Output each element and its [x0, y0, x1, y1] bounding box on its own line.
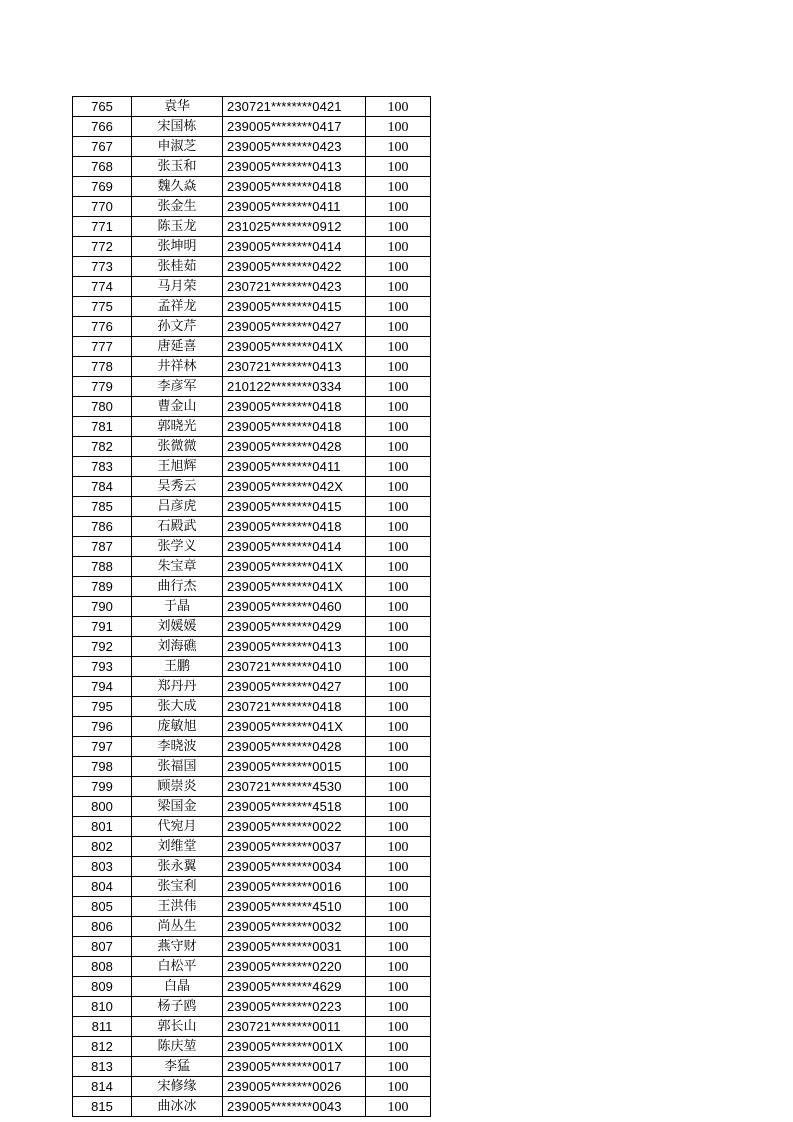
amount-cell: 100	[366, 857, 431, 877]
amount-cell: 100	[366, 417, 431, 437]
name-cell: 尚丛生	[132, 917, 223, 937]
table-row	[73, 317, 431, 337]
id-number-cell: 239005********0427	[223, 317, 366, 337]
row-number-cell: 800	[73, 797, 132, 817]
table-row	[73, 517, 431, 537]
table-row	[73, 997, 431, 1017]
table-row	[73, 797, 431, 817]
name-cell: 郑丹丹	[132, 677, 223, 697]
name-cell: 白松平	[132, 957, 223, 977]
amount-cell: 100	[366, 537, 431, 557]
name-cell: 张桂茹	[132, 257, 223, 277]
table-row	[73, 157, 431, 177]
id-number-cell: 239005********041X	[223, 557, 366, 577]
name-cell: 白晶	[132, 977, 223, 997]
name-cell: 魏久焱	[132, 177, 223, 197]
row-number-cell: 775	[73, 297, 132, 317]
table-row	[73, 697, 431, 717]
table-row	[73, 1037, 431, 1057]
row-number-cell: 788	[73, 557, 132, 577]
table-row	[73, 737, 431, 757]
amount-cell: 100	[366, 717, 431, 737]
id-number-cell: 239005********0423	[223, 137, 366, 157]
amount-cell: 100	[366, 937, 431, 957]
amount-cell: 100	[366, 617, 431, 637]
row-number-cell: 780	[73, 397, 132, 417]
table-row	[73, 297, 431, 317]
table-row	[73, 137, 431, 157]
id-number-cell: 239005********0026	[223, 1077, 366, 1097]
amount-cell: 100	[366, 497, 431, 517]
id-number-cell: 239005********042X	[223, 477, 366, 497]
row-number-cell: 777	[73, 337, 132, 357]
name-cell: 张大成	[132, 697, 223, 717]
table-row	[73, 617, 431, 637]
amount-cell: 100	[366, 97, 431, 117]
id-number-cell: 239005********0034	[223, 857, 366, 877]
id-number-cell: 239005********0415	[223, 497, 366, 517]
amount-cell: 100	[366, 197, 431, 217]
table-row	[73, 937, 431, 957]
row-number-cell: 787	[73, 537, 132, 557]
id-number-cell: 231025********0912	[223, 217, 366, 237]
name-cell: 张坤明	[132, 237, 223, 257]
table-row	[73, 757, 431, 777]
id-number-cell: 239005********0414	[223, 537, 366, 557]
id-number-cell: 239005********0022	[223, 817, 366, 837]
amount-cell: 100	[366, 797, 431, 817]
row-number-cell: 773	[73, 257, 132, 277]
id-number-cell: 230721********0410	[223, 657, 366, 677]
amount-cell: 100	[366, 597, 431, 617]
amount-cell: 100	[366, 757, 431, 777]
name-cell: 李晓波	[132, 737, 223, 757]
amount-cell: 100	[366, 677, 431, 697]
row-number-cell: 814	[73, 1077, 132, 1097]
row-number-cell: 808	[73, 957, 132, 977]
name-cell: 刘维堂	[132, 837, 223, 857]
amount-cell: 100	[366, 897, 431, 917]
name-cell: 郭晓光	[132, 417, 223, 437]
amount-cell: 100	[366, 177, 431, 197]
id-number-cell: 239005********0016	[223, 877, 366, 897]
table-row	[73, 1017, 431, 1037]
name-cell: 曲行杰	[132, 577, 223, 597]
table-row	[73, 657, 431, 677]
row-number-cell: 786	[73, 517, 132, 537]
id-number-cell: 239005********0413	[223, 637, 366, 657]
name-cell: 曲冰冰	[132, 1097, 223, 1117]
row-number-cell: 801	[73, 817, 132, 837]
name-cell: 石殿武	[132, 517, 223, 537]
row-number-cell: 802	[73, 837, 132, 857]
id-number-cell: 230721********0421	[223, 97, 366, 117]
id-number-cell: 239005********0418	[223, 397, 366, 417]
table-row	[73, 277, 431, 297]
row-number-cell: 807	[73, 937, 132, 957]
id-number-cell: 239005********041X	[223, 337, 366, 357]
id-number-cell: 239005********0422	[223, 257, 366, 277]
row-number-cell: 804	[73, 877, 132, 897]
amount-cell: 100	[366, 1037, 431, 1057]
id-number-cell: 239005********0429	[223, 617, 366, 637]
table-row	[73, 897, 431, 917]
name-cell: 杨子鸥	[132, 997, 223, 1017]
amount-cell: 100	[366, 877, 431, 897]
amount-cell: 100	[366, 437, 431, 457]
name-cell: 曹金山	[132, 397, 223, 417]
name-cell: 张微微	[132, 437, 223, 457]
amount-cell: 100	[366, 477, 431, 497]
name-cell: 孙文芹	[132, 317, 223, 337]
row-number-cell: 770	[73, 197, 132, 217]
row-number-cell: 815	[73, 1097, 132, 1117]
row-number-cell: 791	[73, 617, 132, 637]
row-number-cell: 771	[73, 217, 132, 237]
id-number-cell: 239005********0411	[223, 197, 366, 217]
name-cell: 宋修缘	[132, 1077, 223, 1097]
id-number-cell: 239005********0037	[223, 837, 366, 857]
row-number-cell: 798	[73, 757, 132, 777]
table-row	[73, 397, 431, 417]
amount-cell: 100	[366, 157, 431, 177]
row-number-cell: 810	[73, 997, 132, 1017]
id-number-cell: 239005********4518	[223, 797, 366, 817]
row-number-cell: 805	[73, 897, 132, 917]
amount-cell: 100	[366, 777, 431, 797]
roster-table	[72, 96, 431, 1117]
amount-cell: 100	[366, 957, 431, 977]
id-number-cell: 239005********001X	[223, 1037, 366, 1057]
row-number-cell: 811	[73, 1017, 132, 1037]
name-cell: 刘海礁	[132, 637, 223, 657]
id-number-cell: 239005********0428	[223, 437, 366, 457]
name-cell: 庞敏旭	[132, 717, 223, 737]
table-row	[73, 777, 431, 797]
row-number-cell: 772	[73, 237, 132, 257]
amount-cell: 100	[366, 557, 431, 577]
table-row	[73, 237, 431, 257]
amount-cell: 100	[366, 657, 431, 677]
table-row	[73, 557, 431, 577]
amount-cell: 100	[366, 357, 431, 377]
name-cell: 燕守财	[132, 937, 223, 957]
row-number-cell: 767	[73, 137, 132, 157]
row-number-cell: 790	[73, 597, 132, 617]
id-number-cell: 230721********0423	[223, 277, 366, 297]
table-row	[73, 117, 431, 137]
name-cell: 张福国	[132, 757, 223, 777]
table-row	[73, 577, 431, 597]
amount-cell: 100	[366, 377, 431, 397]
table-row	[73, 257, 431, 277]
row-number-cell: 784	[73, 477, 132, 497]
row-number-cell: 769	[73, 177, 132, 197]
id-number-cell: 230721********0011	[223, 1017, 366, 1037]
id-number-cell: 239005********4629	[223, 977, 366, 997]
table-row	[73, 377, 431, 397]
id-number-cell: 239005********0043	[223, 1097, 366, 1117]
table-row	[73, 917, 431, 937]
id-number-cell: 239005********0223	[223, 997, 366, 1017]
row-number-cell: 783	[73, 457, 132, 477]
row-number-cell: 765	[73, 97, 132, 117]
table-row	[73, 1057, 431, 1077]
id-number-cell: 239005********0418	[223, 417, 366, 437]
table-row	[73, 717, 431, 737]
id-number-cell: 230721********4530	[223, 777, 366, 797]
amount-cell: 100	[366, 737, 431, 757]
table-row	[73, 857, 431, 877]
name-cell: 朱宝章	[132, 557, 223, 577]
row-number-cell: 768	[73, 157, 132, 177]
row-number-cell: 809	[73, 977, 132, 997]
name-cell: 王旭辉	[132, 457, 223, 477]
row-number-cell: 795	[73, 697, 132, 717]
row-number-cell: 779	[73, 377, 132, 397]
amount-cell: 100	[366, 577, 431, 597]
name-cell: 王鹏	[132, 657, 223, 677]
roster-table-body	[73, 97, 431, 1117]
row-number-cell: 799	[73, 777, 132, 797]
table-row	[73, 837, 431, 857]
name-cell: 井祥林	[132, 357, 223, 377]
row-number-cell: 776	[73, 317, 132, 337]
name-cell: 王洪伟	[132, 897, 223, 917]
table-row	[73, 417, 431, 437]
id-number-cell: 239005********0427	[223, 677, 366, 697]
id-number-cell: 230721********0413	[223, 357, 366, 377]
id-number-cell: 239005********0411	[223, 457, 366, 477]
row-number-cell: 806	[73, 917, 132, 937]
name-cell: 孟祥龙	[132, 297, 223, 317]
amount-cell: 100	[366, 317, 431, 337]
id-number-cell: 239005********0032	[223, 917, 366, 937]
amount-cell: 100	[366, 457, 431, 477]
name-cell: 陈庆堃	[132, 1037, 223, 1057]
id-number-cell: 239005********4510	[223, 897, 366, 917]
table-row	[73, 877, 431, 897]
id-number-cell: 239005********0415	[223, 297, 366, 317]
name-cell: 张金生	[132, 197, 223, 217]
amount-cell: 100	[366, 1097, 431, 1117]
row-number-cell: 785	[73, 497, 132, 517]
name-cell: 袁华	[132, 97, 223, 117]
name-cell: 张玉和	[132, 157, 223, 177]
amount-cell: 100	[366, 1077, 431, 1097]
name-cell: 代宛月	[132, 817, 223, 837]
table-row	[73, 97, 431, 117]
amount-cell: 100	[366, 257, 431, 277]
id-number-cell: 239005********0017	[223, 1057, 366, 1077]
id-number-cell: 239005********041X	[223, 577, 366, 597]
id-number-cell: 239005********0418	[223, 177, 366, 197]
table-row	[73, 597, 431, 617]
name-cell: 张宝利	[132, 877, 223, 897]
name-cell: 顾崇炎	[132, 777, 223, 797]
row-number-cell: 778	[73, 357, 132, 377]
amount-cell: 100	[366, 397, 431, 417]
id-number-cell: 210122********0334	[223, 377, 366, 397]
row-number-cell: 796	[73, 717, 132, 737]
amount-cell: 100	[366, 917, 431, 937]
table-row	[73, 217, 431, 237]
amount-cell: 100	[366, 237, 431, 257]
table-row	[73, 977, 431, 997]
row-number-cell: 797	[73, 737, 132, 757]
row-number-cell: 789	[73, 577, 132, 597]
id-number-cell: 239005********0031	[223, 937, 366, 957]
name-cell: 张学义	[132, 537, 223, 557]
amount-cell: 100	[366, 117, 431, 137]
amount-cell: 100	[366, 1057, 431, 1077]
table-row	[73, 957, 431, 977]
row-number-cell: 794	[73, 677, 132, 697]
row-number-cell: 812	[73, 1037, 132, 1057]
amount-cell: 100	[366, 817, 431, 837]
table-row	[73, 357, 431, 377]
amount-cell: 100	[366, 837, 431, 857]
name-cell: 张永翼	[132, 857, 223, 877]
row-number-cell: 792	[73, 637, 132, 657]
amount-cell: 100	[366, 277, 431, 297]
row-number-cell: 766	[73, 117, 132, 137]
table-row	[73, 197, 431, 217]
id-number-cell: 239005********0460	[223, 597, 366, 617]
amount-cell: 100	[366, 997, 431, 1017]
id-number-cell: 239005********0417	[223, 117, 366, 137]
row-number-cell: 782	[73, 437, 132, 457]
id-number-cell: 239005********0413	[223, 157, 366, 177]
table-row	[73, 1077, 431, 1097]
amount-cell: 100	[366, 697, 431, 717]
amount-cell: 100	[366, 337, 431, 357]
table-row	[73, 497, 431, 517]
row-number-cell: 774	[73, 277, 132, 297]
name-cell: 陈玉龙	[132, 217, 223, 237]
table-row	[73, 457, 431, 477]
row-number-cell: 803	[73, 857, 132, 877]
id-number-cell: 239005********0428	[223, 737, 366, 757]
id-number-cell: 239005********041X	[223, 717, 366, 737]
amount-cell: 100	[366, 297, 431, 317]
table-row	[73, 337, 431, 357]
name-cell: 郭长山	[132, 1017, 223, 1037]
amount-cell: 100	[366, 1017, 431, 1037]
amount-cell: 100	[366, 217, 431, 237]
name-cell: 于晶	[132, 597, 223, 617]
id-number-cell: 239005********0220	[223, 957, 366, 977]
amount-cell: 100	[366, 517, 431, 537]
name-cell: 李彦军	[132, 377, 223, 397]
row-number-cell: 793	[73, 657, 132, 677]
table-row	[73, 177, 431, 197]
name-cell: 马月荣	[132, 277, 223, 297]
name-cell: 刘媛媛	[132, 617, 223, 637]
id-number-cell: 239005********0015	[223, 757, 366, 777]
row-number-cell: 781	[73, 417, 132, 437]
table-row	[73, 677, 431, 697]
id-number-cell: 239005********0418	[223, 517, 366, 537]
row-number-cell: 813	[73, 1057, 132, 1077]
table-row	[73, 817, 431, 837]
id-number-cell: 230721********0418	[223, 697, 366, 717]
name-cell: 吴秀云	[132, 477, 223, 497]
name-cell: 申淑芝	[132, 137, 223, 157]
amount-cell: 100	[366, 137, 431, 157]
table-row	[73, 1097, 431, 1117]
name-cell: 李猛	[132, 1057, 223, 1077]
table-row	[73, 537, 431, 557]
name-cell: 吕彦虎	[132, 497, 223, 517]
id-number-cell: 239005********0414	[223, 237, 366, 257]
table-row	[73, 637, 431, 657]
table-row	[73, 437, 431, 457]
amount-cell: 100	[366, 637, 431, 657]
amount-cell: 100	[366, 977, 431, 997]
table-row	[73, 477, 431, 497]
name-cell: 唐延喜	[132, 337, 223, 357]
name-cell: 梁国金	[132, 797, 223, 817]
name-cell: 宋国栋	[132, 117, 223, 137]
